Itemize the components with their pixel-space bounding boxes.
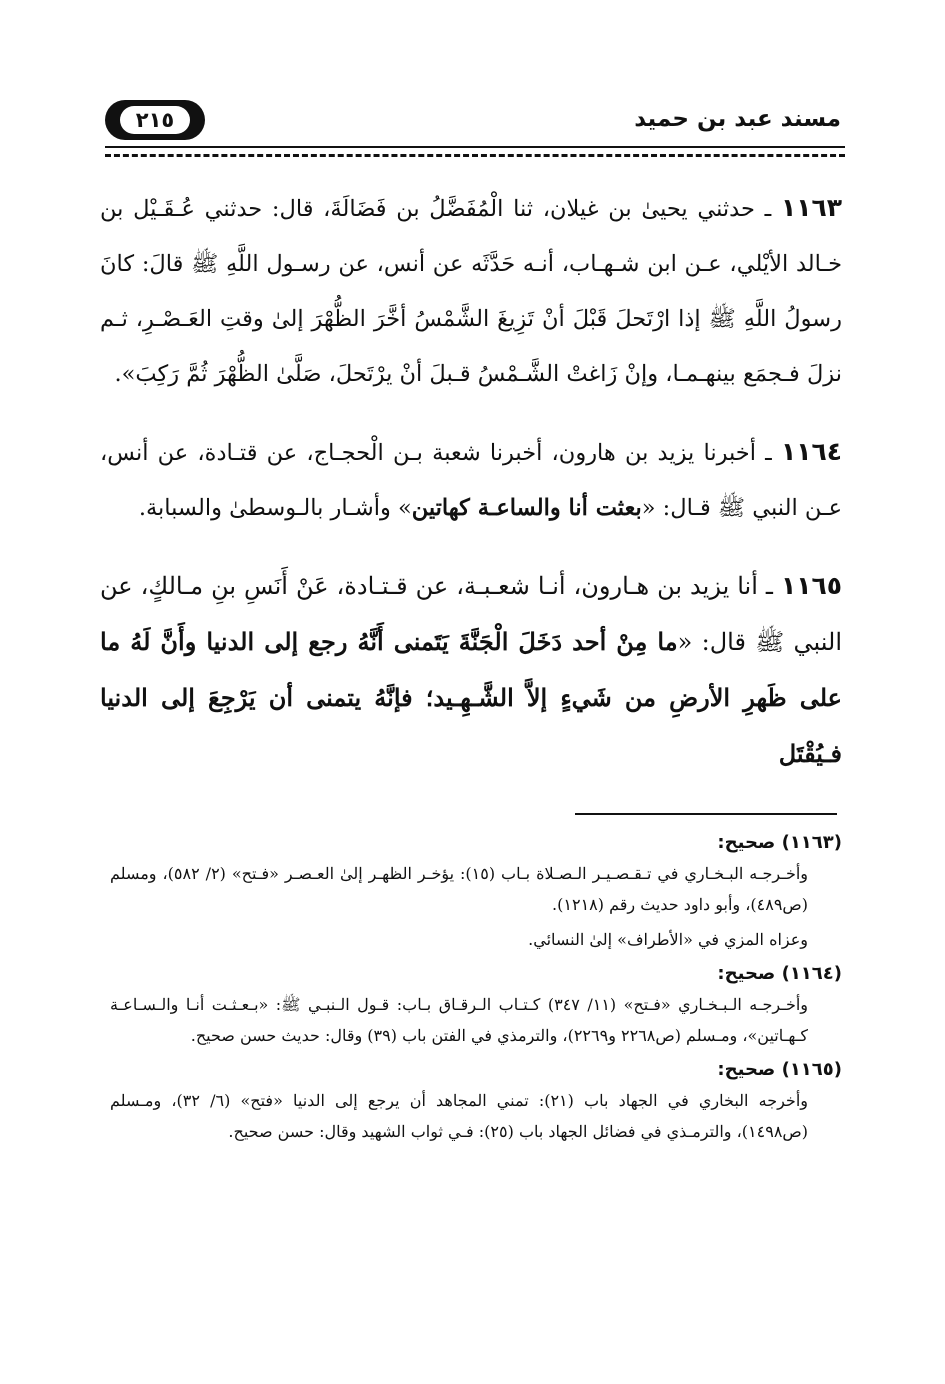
footnote-line: وأخرجه البخاري في الجهاد باب (٢١): تمني المجاهد أن يرجع إلى الدنيا «فتح» (٦/ ٣٢)، ومـسلم (ص١٤٩٨)، والترمـذي في فضائل الجهاد باب (٢٥): فـي ثواب الشهيد وقال: حسن صحيح. xyxy=(110,1091,808,1141)
hadith-number: ١١٦٣ xyxy=(780,193,842,222)
footnote-line: وعزاه المزي في «الأطراف» إلىٰ النسائي. xyxy=(528,930,808,949)
hadith-text: ـ أنا يزيد بن هـارون، أنـا شعـبـة، عن قـتـادة، عَنْ أَنَسِ بنِ مـالكٍ، عن النبي ﷺ قال: « xyxy=(100,572,842,656)
hadith-1164 xyxy=(100,424,842,536)
hadith-text-end: » وأشـار بالـوسطىٰ والسبابة. xyxy=(138,495,412,521)
footnote-heading-1164: (١١٦٤) صحيح: xyxy=(717,963,842,984)
header-rule xyxy=(105,146,845,152)
footnote-line: وأخـرجـه البـخـاري في تـقـصـيـر الـصـلاة بـاب (١٥): يؤخـر الظهـر إلىٰ العـصـر «فـتح» (٢/ ٥٨٢)، ومسلم (ص٤٨٩)، وأبو داود حديث رقم (١٢١٨). xyxy=(110,864,809,914)
footnote-line: وأخـرجـه الـبـخـاري «فـتح» (١١/ ٣٤٧) كـتـاب الـرقـاق بـاب: قـول الـنبـي ﷺ: «بـعـثـت أنـا والـسـاعـة كـهـاتين»، ومـسلم (ص٢٢٦٨ و٢٢٦٩)، والترمذي في الفتن باب (٣٩) وقال: حديث حسن صحيح. xyxy=(110,995,809,1045)
running-title: مسند عبد بن حميد xyxy=(634,106,841,132)
hadith-quote: ما مِنْ أحد دَخَلَ الْجَنَّةَ يَتَمنى أَنَّهُ رجع إلى الدنيا وأَنَّ لَهُ ما على ظَهرِ الأرضِ من شَيءٍ إلاَّ الشَّـهِـيد؛ فإنَّهُ يتمنى أن يَرْجِعَ إلى الدنيا فـيُقْتَل xyxy=(100,627,842,768)
page-header xyxy=(95,96,845,146)
footnote-divider xyxy=(575,813,837,815)
hadith-1165 xyxy=(100,558,842,782)
footnotes xyxy=(100,828,842,1151)
hadith-text: ـ أخبرنا يزيد بن هارون، أخبرنا شعبة بـن الْحجـاج، عن قتـادة، عن أنس، عـن النبي ﷺ قـال: « xyxy=(100,440,842,521)
hadith-number: ١١٦٤ xyxy=(780,437,842,466)
main-text xyxy=(100,180,842,804)
hadith-1163 xyxy=(100,180,842,402)
hadith-text: ـ حدثني يحيىٰ بن غيلان، ثنا الْمُفَضَّلُ بن فَضَالَةَ، قال: حدثني عُـقَـيْل بن خـالد الأيْلي، عـن ابن شـهـاب، أنـه حَدَّثَه عن أنس، عن رسـول اللَّهِ ﷺ قالَ: كانَ رسولُ اللَّهِ ﷺ إذا ارْتَحلَ قَبْلَ أنْ تَزِيغَ الشَّمْسُ أخَّرَ الظُّهْرَ إلىٰ وقتِ العَـصْـرِ، ثـم نزلَ فـجمَع بينهـمـا، وإنْ زَاغتْ الشَّـمْسُ قـبلَ أنْ يرْتَحلَ، صَلَّىٰ الظُّهْرَ ثُمَّ رَكِبَ». xyxy=(100,196,842,387)
footnote-heading-1163: (١١٦٣) صحيح: xyxy=(717,832,842,853)
hadith-quote: بعثت أنا والساعـة كهاتين xyxy=(411,495,642,521)
hadith-number: ١١٦٥ xyxy=(780,571,843,600)
page-number-badge xyxy=(105,100,205,140)
page-number: ٢١٥ xyxy=(120,106,190,134)
header-dashed-rule xyxy=(105,154,845,157)
footnote-heading-1165: (١١٦٥) صحيح: xyxy=(717,1059,842,1080)
